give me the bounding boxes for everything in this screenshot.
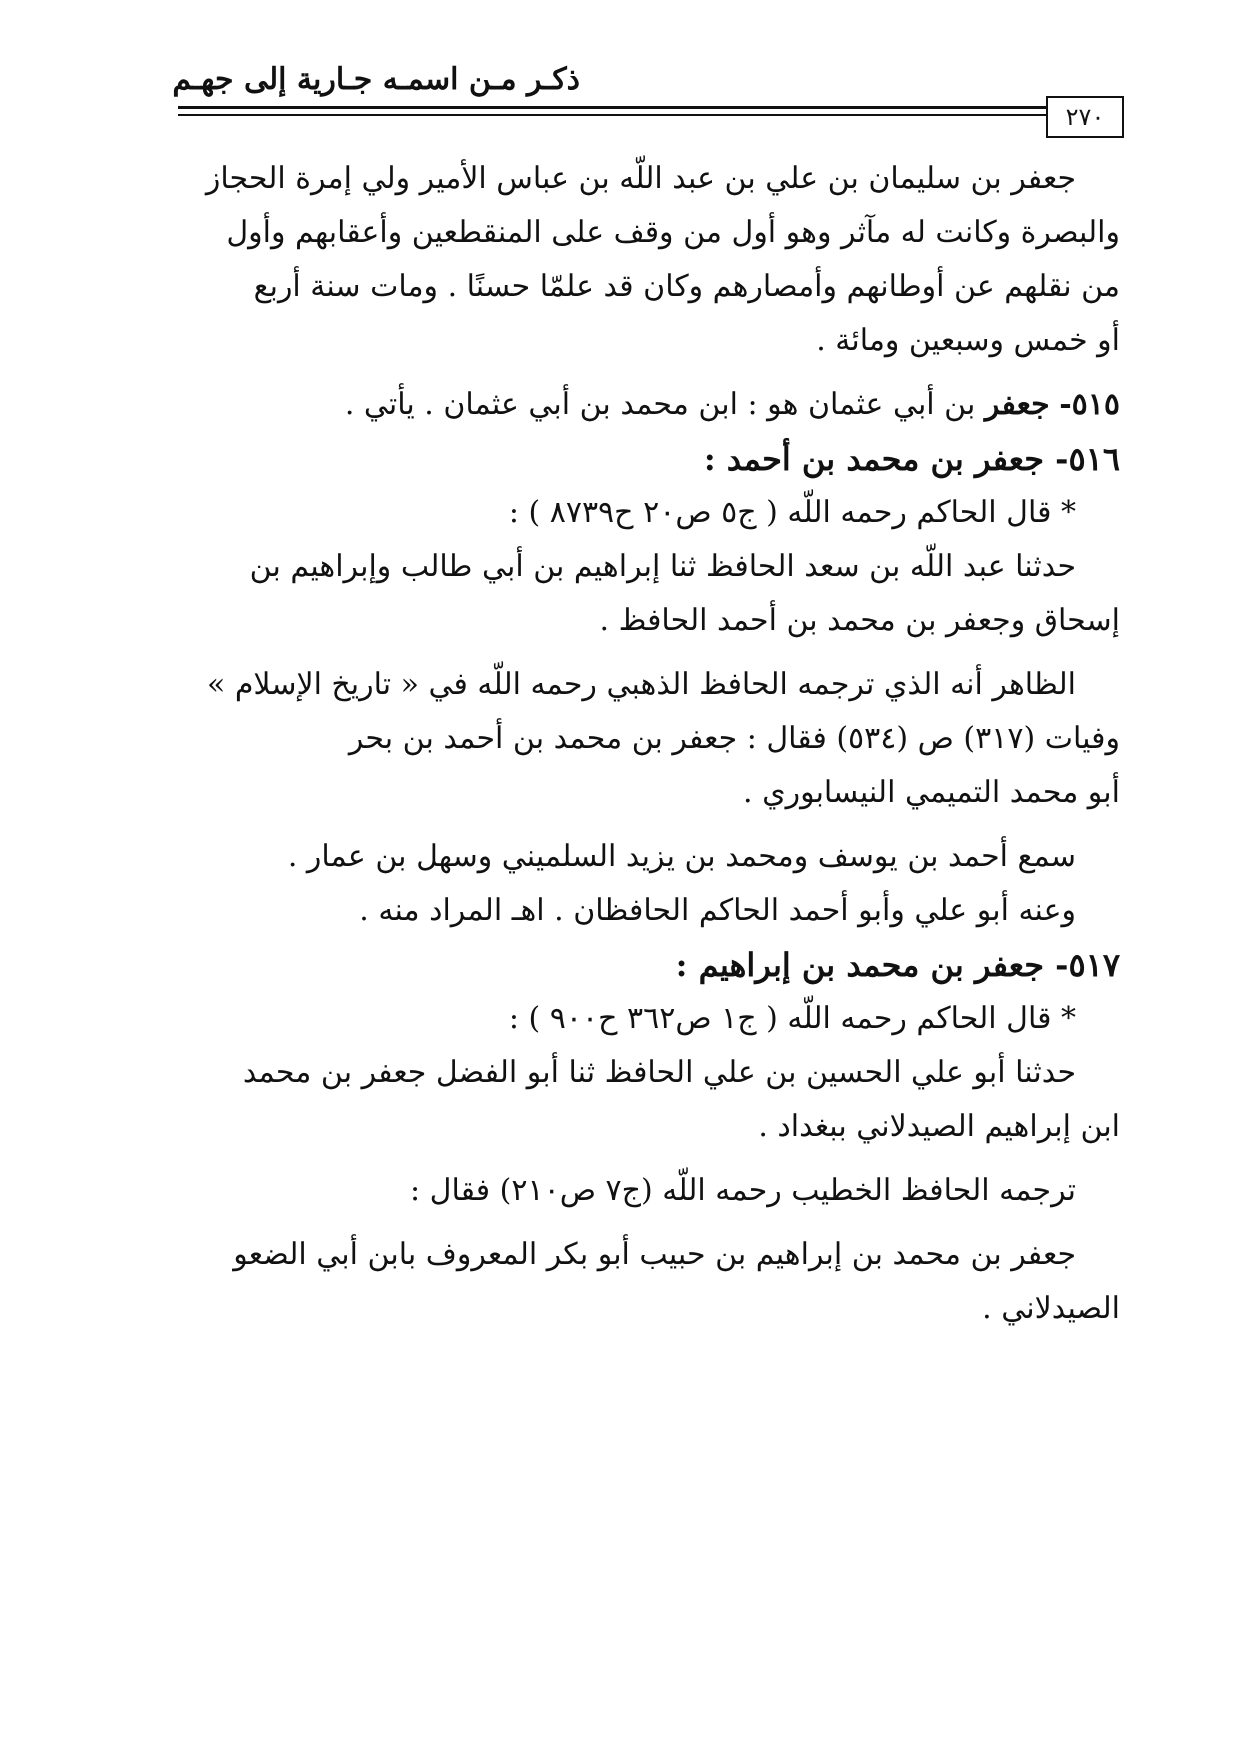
running-header-title: ذكـر مـن اسمـه جـارية إلى جهـم bbox=[172, 62, 580, 97]
text-line: والبصرة وكانت له مآثر وهو أول من وقف على المنقطعين وأعقابهم وأول bbox=[226, 215, 1120, 250]
text-line: حدثنا أبو علي الحسين بن علي الحافظ ثنا أبو الفضل جعفر بن محمد bbox=[242, 1055, 1076, 1090]
entry-515 bbox=[178, 378, 1120, 432]
text-line: سمع أحمد بن يوسف ومحمد بن يزيد السلميني وسهل بن عمار . bbox=[287, 839, 1076, 874]
text-line: الصيدلاني . bbox=[982, 1291, 1120, 1326]
entry-name: جعفر bbox=[984, 387, 1050, 422]
text-line: جعفر بن سليمان بن علي بن عبد اللّه بن عباس الأمير ولي إمرة الحجاز bbox=[205, 161, 1076, 196]
text-line: جعفر بن محمد بن إبراهيم بن حبيب أبو بكر المعروف بابن أبي الضعو bbox=[233, 1237, 1076, 1272]
text-line: أبو محمد التميمي النيسابوري . bbox=[743, 775, 1120, 810]
entry-text: بن أبي عثمان هو : ابن محمد بن أبي عثمان . يأتي . bbox=[344, 387, 976, 422]
page-body bbox=[178, 152, 1120, 1336]
text-line: حدثنا عبد اللّه بن سعد الحافظ ثنا إبراهيم بن أبي طالب وإبراهيم بن bbox=[249, 549, 1076, 584]
header-rule bbox=[178, 106, 1046, 109]
text-line: من نقلهم عن أوطانهم وأمصارهم وكان قد علمّا حسنًا . ومات سنة أربع bbox=[253, 269, 1120, 304]
page-number-box: ٢٧٠ bbox=[1046, 96, 1124, 138]
text-line: * قال الحاكم رحمه اللّه ( ج١ ص٣٦٢ ح٩٠٠ ) : bbox=[508, 1001, 1076, 1036]
entry-516-heading: ٥١٦- جعفر بن محمد بن أحمد : bbox=[703, 440, 1120, 478]
header-rule-thin bbox=[178, 114, 1046, 116]
text-line: وفيات (٣١٧) ص (٥٣٤) فقال : جعفر بن محمد بن أحمد بن بحر bbox=[348, 721, 1120, 756]
text-line: ابن إبراهيم الصيدلاني ببغداد . bbox=[758, 1109, 1120, 1144]
text-line: إسحاق وجعفر بن محمد بن أحمد الحافظ . bbox=[599, 603, 1120, 638]
text-line: وعنه أبو علي وأبو أحمد الحاكم الحافظان . اهـ المراد منه . bbox=[359, 893, 1076, 928]
text-line: ترجمه الحافظ الخطيب رحمه اللّه (ج٧ ص٢١٠) فقال : bbox=[410, 1173, 1076, 1208]
text-line: * قال الحاكم رحمه اللّه ( ج٥ ص٢٠ ح٨٧٣٩ ) : bbox=[508, 495, 1076, 530]
entry-number: ٥١٥- bbox=[1059, 387, 1120, 422]
text-line: أو خمس وسبعين ومائة . bbox=[816, 323, 1120, 358]
text-line: الظاهر أنه الذي ترجمه الحافظ الذهبي رحمه اللّه في « تاريخ الإسلام » bbox=[206, 667, 1076, 702]
entry-517-heading: ٥١٧- جعفر بن محمد بن إبراهيم : bbox=[675, 946, 1120, 984]
